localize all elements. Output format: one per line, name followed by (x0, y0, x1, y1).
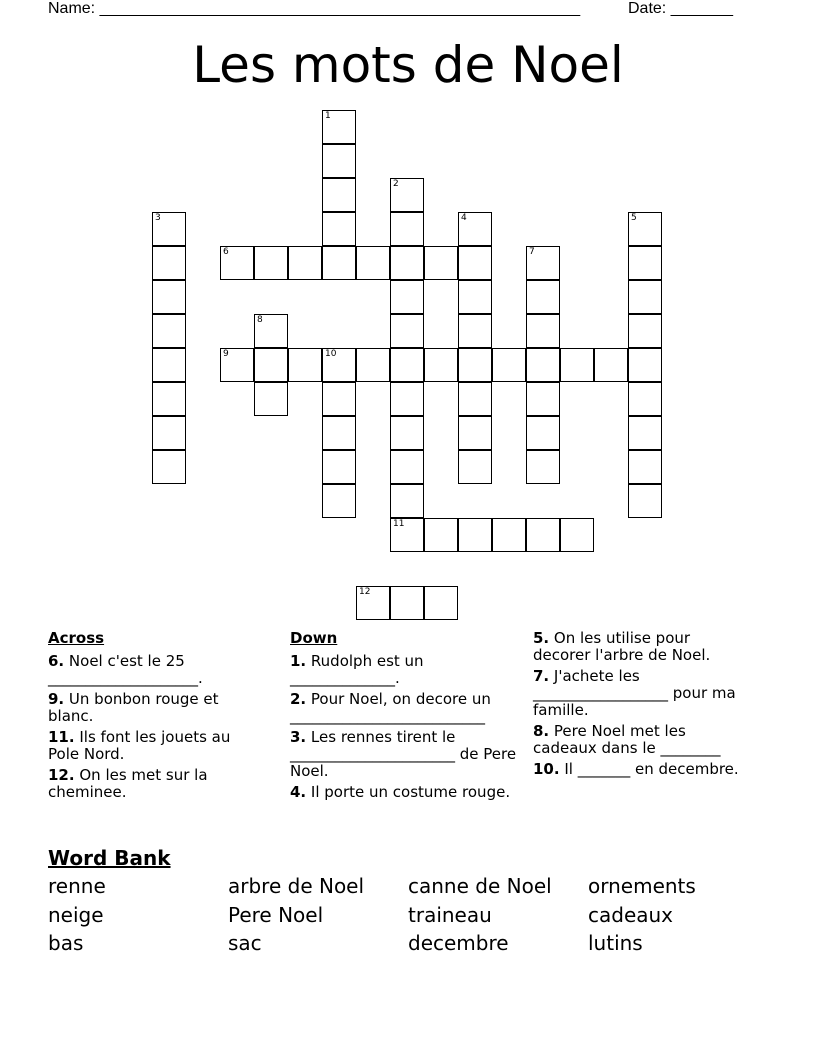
clue-number: 2 (393, 179, 399, 189)
crossword-cell[interactable] (390, 382, 424, 416)
crossword-cell[interactable] (526, 246, 560, 280)
word-bank-item: arbre de Noel (228, 874, 365, 898)
crossword-cell[interactable] (390, 314, 424, 348)
clue-down-1: 1. Rudolph est un ______________. (290, 652, 424, 687)
crossword-cell[interactable] (458, 280, 492, 314)
word-bank-item: decembre (408, 931, 509, 955)
crossword-cell[interactable] (390, 178, 424, 212)
crossword-cell[interactable] (390, 212, 424, 246)
clue-number: 4 (461, 213, 467, 223)
crossword-cell[interactable] (220, 246, 254, 280)
word-bank-item: lutins (588, 931, 643, 955)
clue-down-8: 8. Pere Noel met les cadeaux dans le ________ (533, 722, 721, 757)
crossword-cell[interactable] (628, 348, 662, 382)
crossword-cell[interactable] (628, 280, 662, 314)
crossword-cell[interactable] (458, 416, 492, 450)
crossword-cell[interactable] (322, 212, 356, 246)
crossword-cell[interactable] (220, 348, 254, 382)
clue-number: 3 (155, 213, 161, 223)
clue-across-9: 9. Un bonbon rouge et blanc. (48, 690, 219, 725)
crossword-cell[interactable] (152, 450, 186, 484)
crossword-cell[interactable] (526, 314, 560, 348)
crossword-cell[interactable] (390, 416, 424, 450)
crossword-cell[interactable] (526, 280, 560, 314)
word-bank-item: Pere Noel (228, 903, 324, 927)
crossword-cell[interactable] (458, 518, 492, 552)
crossword-cell[interactable] (424, 348, 458, 382)
word-bank-item: cadeaux (588, 903, 674, 927)
crossword-cell[interactable] (390, 280, 424, 314)
crossword-cell[interactable] (526, 518, 560, 552)
word-bank-item: neige (48, 903, 104, 927)
crossword-cell[interactable] (560, 518, 594, 552)
word-bank-item: bas (48, 931, 84, 955)
clue-number: 11 (393, 519, 405, 529)
across-clues (48, 630, 258, 805)
crossword-cell[interactable] (526, 416, 560, 450)
crossword-cell[interactable] (152, 382, 186, 416)
crossword-cell[interactable] (458, 212, 492, 246)
name-field-label: Name: ______________________________________________________ (48, 0, 581, 17)
crossword-cell[interactable] (322, 382, 356, 416)
word-bank-item: sac (228, 931, 262, 955)
clue-number: 8 (257, 315, 263, 325)
clue-number: 1 (325, 111, 331, 121)
crossword-cell[interactable] (152, 280, 186, 314)
crossword-cell[interactable] (594, 348, 628, 382)
clue-number: 7 (529, 247, 535, 257)
down-clues (290, 630, 525, 805)
word-bank-item: traineau (408, 903, 492, 927)
date-field-label: Date: _______ (628, 0, 733, 17)
clue-number: 9 (223, 349, 229, 359)
clue-across-11: 11. Ils font les jouets au Pole Nord. (48, 728, 231, 763)
clue-down-2: 2. Pour Noel, on decore un __________________________ (290, 690, 491, 725)
crossword-cell[interactable] (458, 450, 492, 484)
crossword-cell[interactable] (458, 314, 492, 348)
word-bank-title: Word Bank (48, 846, 171, 870)
crossword-cell[interactable] (390, 348, 424, 382)
down-clues-continued (533, 630, 748, 782)
crossword-cell[interactable] (390, 450, 424, 484)
word-bank-item: renne (48, 874, 106, 898)
down-heading: Down (290, 629, 338, 647)
crossword-cell[interactable] (152, 246, 186, 280)
crossword-cell[interactable] (390, 246, 424, 280)
crossword-cell[interactable] (628, 450, 662, 484)
crossword-cell[interactable] (526, 450, 560, 484)
clue-down-4: 4. Il porte un costume rouge. (290, 783, 511, 801)
crossword-cell[interactable] (628, 212, 662, 246)
clue-number: 6 (223, 247, 229, 257)
crossword-cell[interactable] (254, 246, 288, 280)
crossword-cell[interactable] (628, 246, 662, 280)
crossword-cell[interactable] (492, 518, 526, 552)
crossword-cell[interactable] (628, 416, 662, 450)
crossword-cell[interactable] (492, 348, 526, 382)
crossword-cell[interactable] (526, 348, 560, 382)
clue-down-3: 3. Les rennes tirent le ______________________ de Pere Noel. (290, 728, 517, 780)
crossword-cell[interactable] (628, 382, 662, 416)
clue-number: 10 (325, 349, 337, 359)
crossword-cell[interactable] (628, 484, 662, 518)
crossword-cell[interactable] (152, 212, 186, 246)
crossword-cell[interactable] (424, 586, 458, 620)
crossword-cell[interactable] (390, 586, 424, 620)
crossword-cell[interactable] (560, 348, 594, 382)
crossword-cell[interactable] (152, 416, 186, 450)
clue-across-12: 12. On les met sur la cheminee. (48, 766, 208, 801)
crossword-cell[interactable] (322, 246, 356, 280)
page-title: Les mots de Noel (192, 36, 624, 94)
crossword-cell[interactable] (254, 314, 288, 348)
crossword-cell[interactable] (322, 110, 356, 144)
crossword-cell[interactable] (254, 382, 288, 416)
crossword-cell[interactable] (322, 144, 356, 178)
crossword-cell[interactable] (288, 348, 322, 382)
crossword-cell[interactable] (356, 348, 390, 382)
crossword-cell[interactable] (322, 348, 356, 382)
crossword-cell[interactable] (424, 246, 458, 280)
across-heading: Across (48, 629, 105, 647)
crossword-cell[interactable] (628, 314, 662, 348)
word-bank-item: canne de Noel (408, 874, 552, 898)
crossword-cell[interactable] (322, 484, 356, 518)
crossword-cell[interactable] (356, 586, 390, 620)
crossword-cell[interactable] (390, 518, 424, 552)
crossword-cell[interactable] (458, 348, 492, 382)
crossword-cell[interactable] (526, 382, 560, 416)
crossword-cell[interactable] (254, 348, 288, 382)
crossword-cell[interactable] (322, 450, 356, 484)
clue-number: 12 (359, 587, 371, 597)
crossword-cell[interactable] (288, 246, 322, 280)
crossword-cell[interactable] (458, 382, 492, 416)
crossword-cell[interactable] (322, 416, 356, 450)
crossword-cell[interactable] (424, 518, 458, 552)
word-bank-item: ornements (588, 874, 696, 898)
clue-down-5: 5. On les utilise pour decorer l'arbre de Noel. (533, 629, 711, 664)
clue-down-7: 7. J'achete les __________________ pour ma famille. (533, 667, 736, 719)
crossword-cell[interactable] (322, 178, 356, 212)
crossword-cell[interactable] (458, 246, 492, 280)
clue-number: 5 (631, 213, 637, 223)
crossword-cell[interactable] (152, 314, 186, 348)
crossword-cell[interactable] (152, 348, 186, 382)
crossword-cell[interactable] (356, 246, 390, 280)
crossword-cell[interactable] (390, 484, 424, 518)
clue-down-10: 10. Il _______ en decembre. (533, 760, 739, 778)
clue-across-6: 6. Noel c'est le 25 ____________________. (48, 652, 203, 687)
